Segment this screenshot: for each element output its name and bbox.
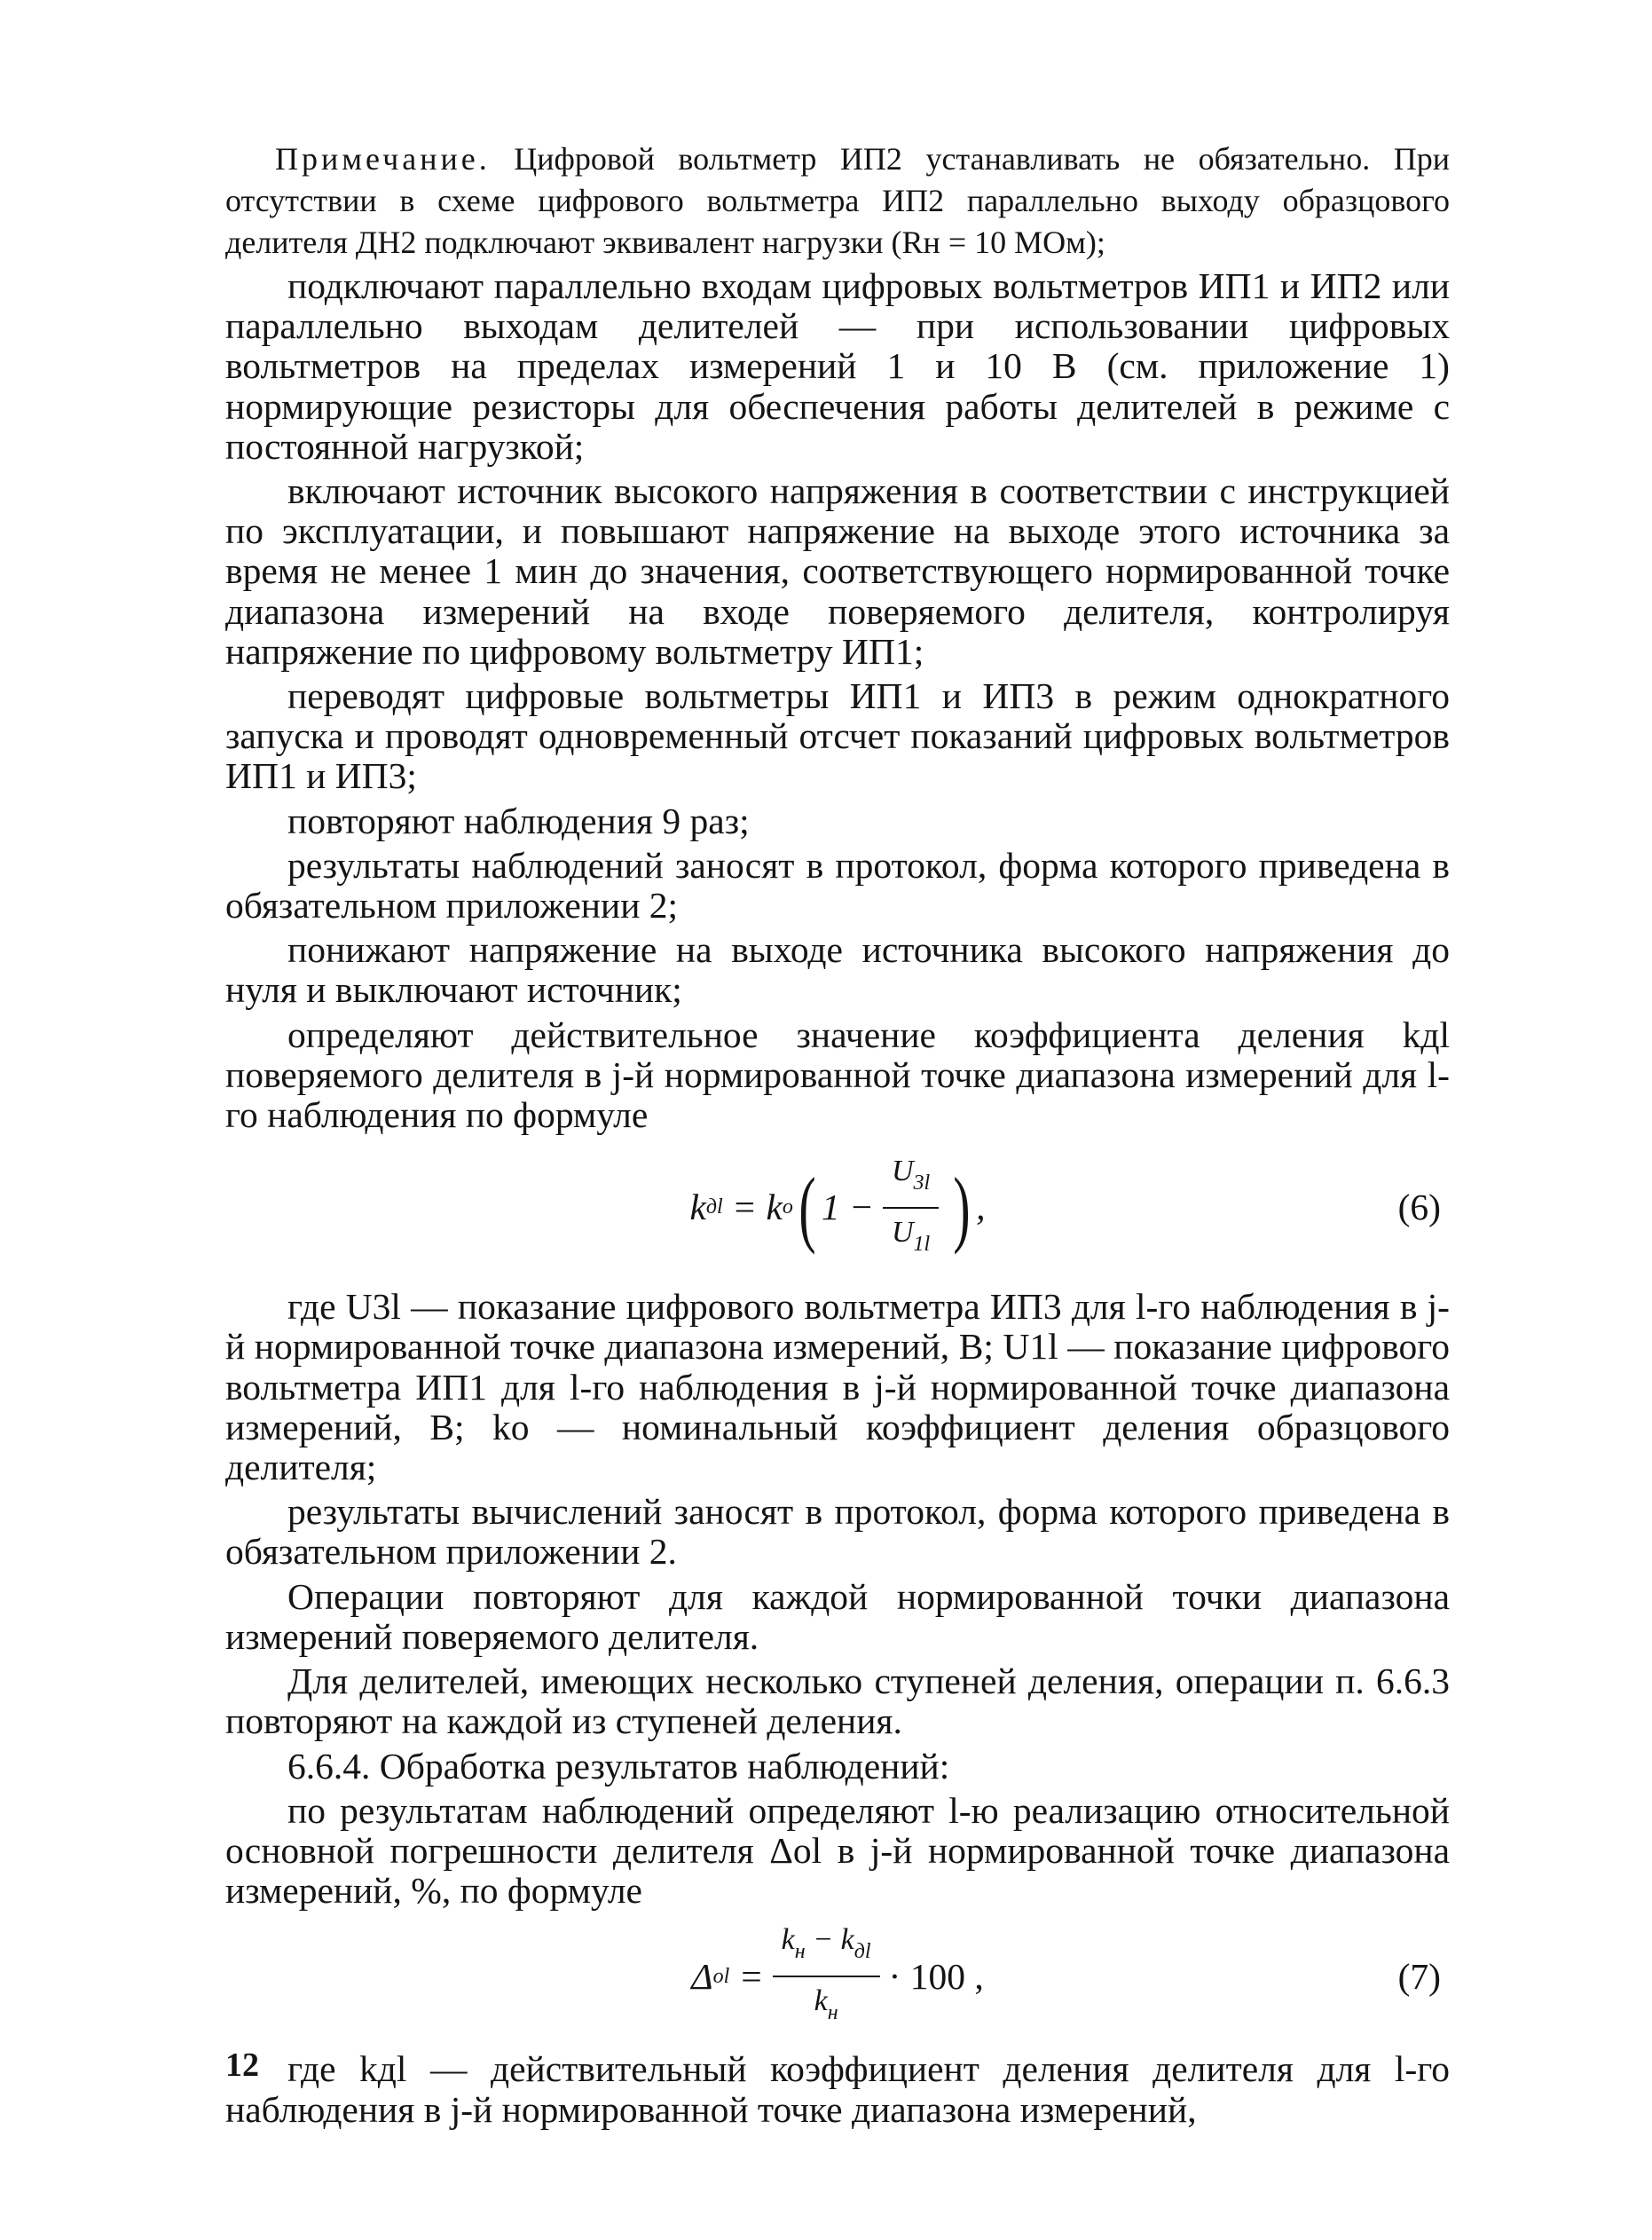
formula-6-lhs: k [689,1187,706,1228]
formula-6-close-paren: ) [953,1159,971,1255]
paragraph: понижают напряжение на выходе источника высокого напряжения до нуля и выключают источник; [225,929,1450,1011]
paragraph: где U3l — показание цифрового вольтметра ИП3 для l-го наблюдения в j-й нормированной точке диапазона измерений, В; U1l — показание цифрового вольтметра ИП1 для l-го наблюдения в j-й нормированной точке диапазона измерений, В; kо — номинальный коэффициент деления образцового делителя; [225,1286,1450,1488]
formula-6-body [689,1151,985,1265]
formula-6-tail: , [976,1187,986,1228]
formula-6-k0: k [766,1187,783,1228]
paragraph: где kдl — действительный коэффициент деления делителя для l-го наблюдения в j-й нормированной точке диапазона измерений, [225,2048,1450,2130]
paragraph: повторяют наблюдения 9 раз; [287,800,750,841]
formula-6-num-u: U [891,1154,914,1187]
note-text: Цифровой вольтметр ИП2 устанавливать не обязательно. При отсутствии в схеме цифрового вольтметра ИП2 параллельно выходу образцового делителя ДН2 подключают эквивалент нагрузки (Rн = 10 МОм); [225,141,1450,260]
formula-7-tail: · 100 , [888,1955,984,1997]
paragraph: определяют действительное значение коэффициента деления kдl поверяемого делителя в j-й нормированной точке диапазона измерений для l-го наблюдения по формуле [225,1014,1450,1136]
note-label: Примечание. [275,141,491,177]
equation-number-7: (7) [1397,1955,1441,1997]
body-text [225,266,1450,2134]
paragraph: включают источник высокого напряжения в соответствии с инструкцией по эксплуатации, и повышают напряжение на выходе этого источника за время не менее 1 мин до значения, соответствующего нормированной точке диапазона измерений на входе поверяемого делителя, контролируя напряжение по цифровому вольтметру ИП1; [225,470,1450,672]
formula-7-denominator [814,1977,838,2033]
paragraph: переводят цифровые вольтметры ИП1 и ИП3 в режим однократного запуска и проводят одновременный отсчет показаний цифровых вольтметров ИП1 и ИП3; [225,675,1450,797]
formula-7-body [691,1920,983,2033]
formula-7-fraction [773,1920,880,2033]
formula-7-num-a: k [781,1923,795,1957]
note [225,138,1450,264]
paragraph: Для делителей, имеющих несколько ступеней деления, операции п. 6.6.3 повторяют на каждой из ступеней деления. [225,1660,1450,1742]
formula-6-one-minus: 1 − [821,1187,874,1228]
formula-6-lhs-sub: дl [705,1195,723,1219]
equation-number-6: (6) [1397,1187,1441,1228]
formula-6-fraction [883,1151,939,1265]
formula-7-minus: − [805,1923,841,1957]
formula-7-den-sub: н [827,2001,838,2025]
section-heading: 6.6.4. Обработка результатов наблюдений: [287,1745,950,1786]
paragraph: результаты наблюдений заносят в протокол, форма которого приведена в обязательном приложении 2; [225,844,1450,927]
formula-6-eq: = [732,1187,758,1228]
formula-6-k0-sub: о [782,1195,793,1219]
formula-6-den-sub: 1l [913,1232,931,1256]
formula-7-lhs: Δ [691,1955,713,1997]
paragraph: по результатам наблюдений определяют l-ю реализацию относительной основной погрешности делителя Δоl в j-й нормированной точке диапазона измерений, %, по формуле [225,1789,1450,1912]
formula-7-numerator [773,1920,880,1977]
formula-7 [225,1923,1450,2030]
paragraph: подключают параллельно входам цифровых вольтметров ИП1 и ИП2 или параллельно выходам делителей — при использовании цифровых вольтметров на пределах измерений 1 и 10 В (см. приложение 1) нормирующие резисторы для обеспечения работы делителей в режиме с постоянной нагрузкой; [225,265,1450,467]
formula-6-denominator [892,1209,930,1265]
formula-7-lhs-sub: оl [712,1964,730,1988]
formula-7-num-a-sub: н [794,1940,806,1964]
formula-7-den-k: k [814,1984,828,2018]
formula-6-numerator [883,1151,939,1209]
formula-6-den-u: U [891,1215,914,1249]
page-number: 12 [225,2047,259,2084]
paragraph: результаты вычислений заносят в протокол, форма которого приведена в обязательном приложении 2. [225,1491,1450,1573]
formula-7-num-b: k [840,1923,854,1957]
formula-6-num-sub: 3l [913,1171,931,1195]
formula-6-open-paren: ( [798,1159,816,1255]
formula-7-eq: = [738,1955,764,1997]
formula-6 [225,1148,1450,1267]
formula-7-num-b-sub: дl [854,1940,871,1964]
paragraph: Операции повторяют для каждой нормированной точки диапазона измерений поверяемого делителя. [225,1575,1450,1657]
